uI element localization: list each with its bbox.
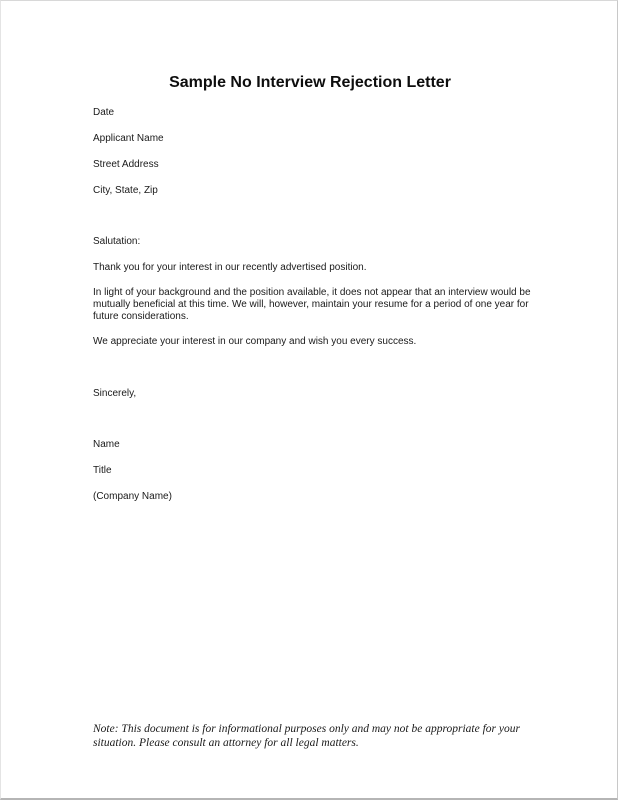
paragraph-decision: In light of your background and the position available, it does not appear that an interview would be mutually beneficial at this time. We will, however, maintain your resume for a period of one year for future considerations. <box>93 287 531 322</box>
legal-disclaimer-note: Note: This document is for informational purposes only and may not be appropriate for your situation. Please consult an attorney for all legal matters. <box>93 723 520 749</box>
signer-title-line: Title <box>93 465 112 476</box>
paragraph-appreciation: We appreciate your interest in our company and wish you every success. <box>93 336 417 347</box>
applicant-name-line: Applicant Name <box>93 133 164 144</box>
closing-line: Sincerely, <box>93 388 137 399</box>
signer-name-line: Name <box>93 439 120 450</box>
street-address-line: Street Address <box>93 159 159 170</box>
company-name-line: (Company Name) <box>93 491 172 502</box>
date-line: Date <box>93 107 115 118</box>
city-state-zip-line: City, State, Zip <box>93 185 158 196</box>
paragraph-interest: Thank you for your interest in our recently advertised position. <box>93 262 367 273</box>
letter-title: Sample No Interview Rejection Letter <box>169 74 451 91</box>
salutation-line: Salutation: <box>93 236 141 247</box>
